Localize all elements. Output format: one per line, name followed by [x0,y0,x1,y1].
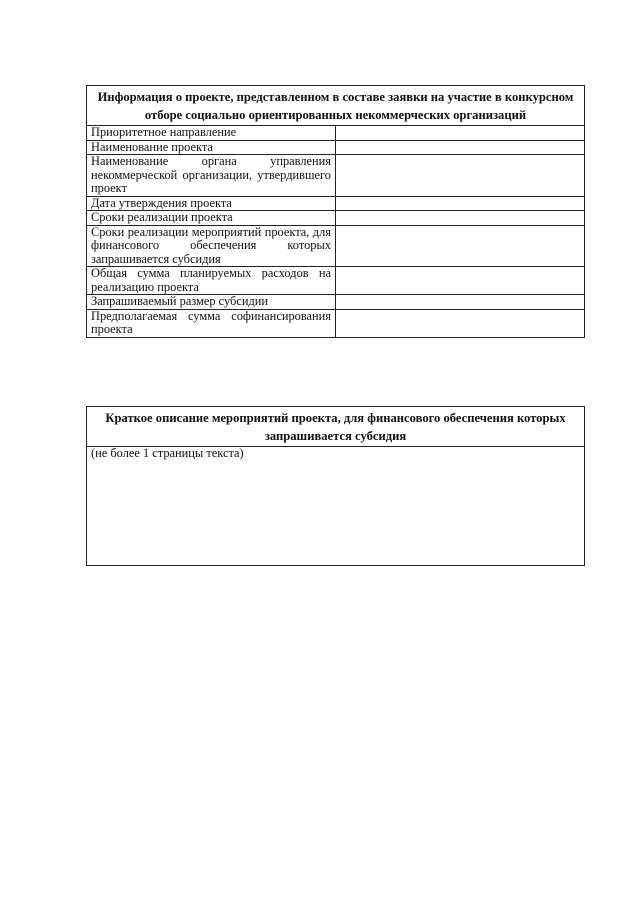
row-value-cofinancing[interactable] [336,309,585,337]
row-value-priority[interactable] [336,126,585,141]
row-value-governing-body[interactable] [336,155,585,197]
row-value-subsidy-amount[interactable] [336,295,585,310]
activities-body-row [87,447,585,566]
row-label-governing-body: Наименование органа управления некоммерческой организации, утвердившего проект [87,155,336,197]
activities-note: (не более 1 страницы текста) [91,446,244,460]
row-label-subsidy-amount: Запрашиваемый размер субсидии [87,295,336,310]
activities-title: Краткое описание мероприятий проекта, для финансового обеспечения которых запрашивается субсидия [87,407,585,447]
row-label-project-name: Наименование проекта [87,140,336,155]
row-label-project-period: Сроки реализации проекта [87,211,336,226]
row-value-activities-period[interactable] [336,225,585,267]
row-label-approval-date: Дата утверждения проекта [87,196,336,211]
row-label-activities-period: Сроки реализации мероприятий проекта, для финансового обеспечения которых запрашивается субсидия [87,225,336,267]
row-label-cofinancing: Предполагаемая сумма софинансирования проекта [87,309,336,337]
table-row [87,140,585,155]
row-value-project-name[interactable] [336,140,585,155]
row-label-total-expenses: Общая сумма планируемых расходов на реализацию проекта [87,267,336,295]
table-row [87,309,585,337]
project-info-header-row [87,86,585,126]
table-row [87,196,585,211]
activities-header-row [87,407,585,447]
row-value-total-expenses[interactable] [336,267,585,295]
table-row [87,211,585,226]
table-row [87,295,585,310]
table-row [87,126,585,141]
project-info-title: Информация о проекте, представленном в составе заявки на участие в конкурсном отборе социально ориентированных некоммерческих организаций [87,86,585,126]
table-row [87,267,585,295]
table-row [87,155,585,197]
row-label-priority: Приоритетное направление [87,126,336,141]
activities-description-field[interactable] [87,447,585,566]
row-value-approval-date[interactable] [336,196,585,211]
activities-table [86,406,585,566]
row-value-project-period[interactable] [336,211,585,226]
project-info-table [86,85,585,338]
table-row [87,225,585,267]
